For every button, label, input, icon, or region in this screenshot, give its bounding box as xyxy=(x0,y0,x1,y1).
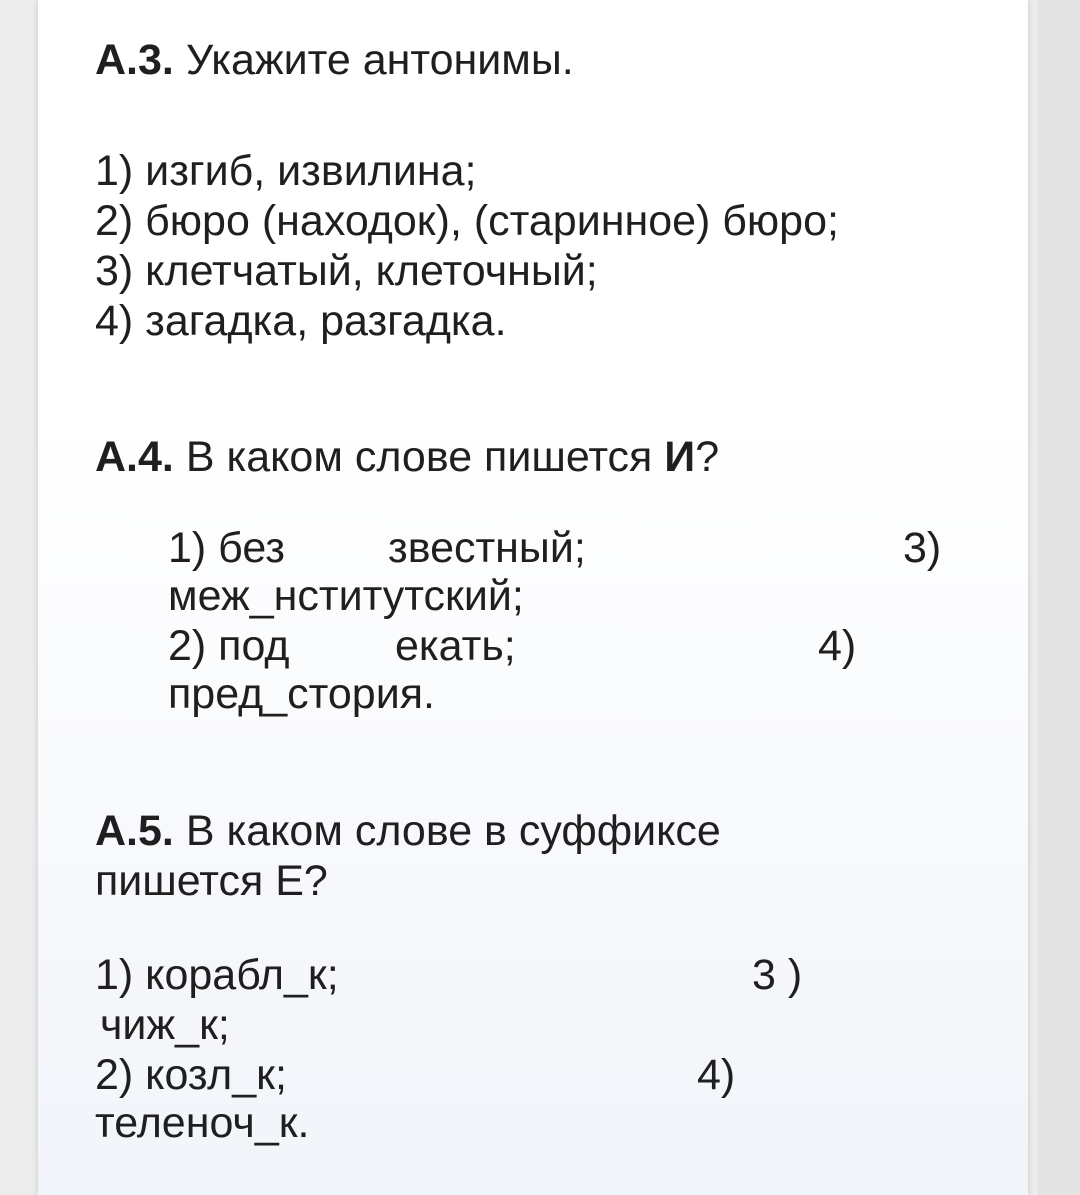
question-a5-number: А.5. xyxy=(95,807,174,855)
a3-option-3: 3) клетчатый, клеточный; xyxy=(95,247,598,295)
question-a4-number: А.4. xyxy=(95,433,174,481)
a4-option-4-number: 4) xyxy=(818,622,857,670)
a4-option-1-word: звестный; xyxy=(388,524,586,572)
question-a3-number: А.3. xyxy=(95,36,174,84)
a5-option-3-number: 3 ) xyxy=(752,951,803,999)
a4-option-3-word: меж_нститутский; xyxy=(168,572,524,620)
question-a4-mark: ? xyxy=(695,433,720,481)
question-a5-title xyxy=(95,806,721,856)
a3-option-4: 4) загадка, разгадка. xyxy=(95,297,507,345)
a5-option-1: 1) корабл_к; xyxy=(95,951,339,999)
question-a4-letter: И xyxy=(664,433,696,481)
question-a5-text: В каком слове в суффиксе xyxy=(173,807,721,855)
a4-option-1-prefix: 1) без xyxy=(168,524,286,572)
a5-option-4-word: теленоч_к. xyxy=(95,1099,310,1147)
a3-option-1: 1) изгиб, извилина; xyxy=(95,147,477,195)
question-a3-text: Укажите антонимы. xyxy=(173,36,574,84)
a4-option-2-prefix: 2) под xyxy=(168,622,290,670)
question-a4-title xyxy=(95,432,719,482)
a5-option-4-number: 4) xyxy=(697,1051,736,1099)
question-a4-text: В каком слове пишется xyxy=(173,433,665,481)
a5-option-3-word: чиж_к; xyxy=(100,1001,230,1049)
a5-option-2: 2) козл_к; xyxy=(95,1051,287,1099)
page-edge xyxy=(1038,0,1080,1195)
question-a3-title xyxy=(95,35,574,85)
a4-option-2-word: екать; xyxy=(395,622,516,670)
question-a5-text-line2: пишется Е? xyxy=(95,857,328,905)
a3-option-2: 2) бюро (находок), (старинное) бюро; xyxy=(95,197,839,245)
a4-option-4-word: пред_стория. xyxy=(168,670,435,718)
a4-option-3-number: 3) xyxy=(903,524,942,572)
